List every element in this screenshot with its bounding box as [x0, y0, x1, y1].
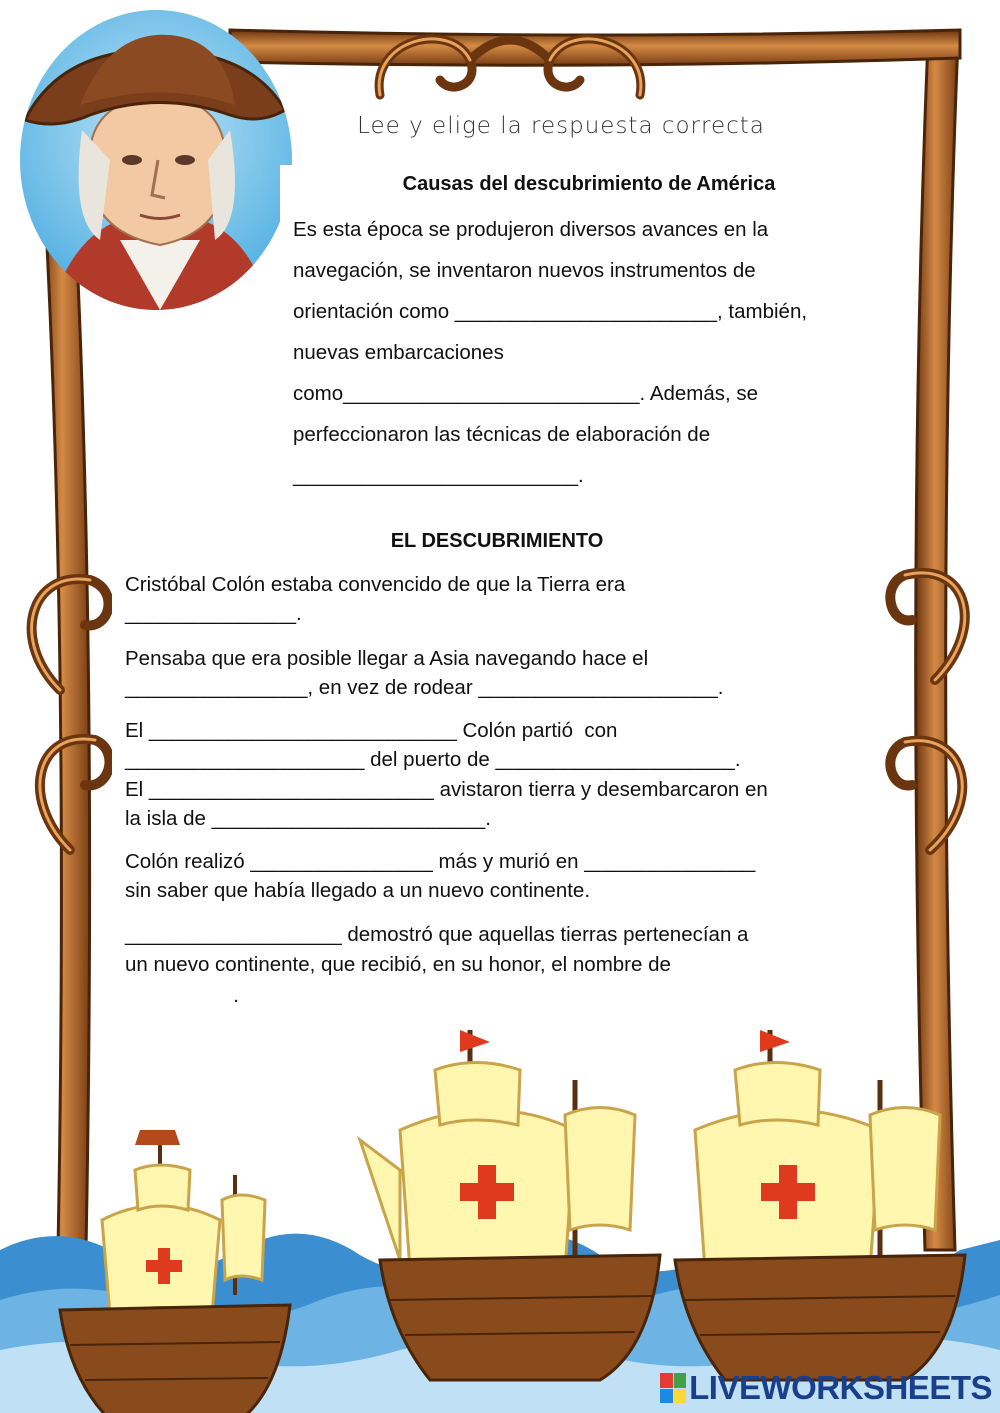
discovery-line-11: ___________________ demostró que aquellas tierras pertenecían a — [125, 923, 749, 946]
instruction-text: Lee y elige la respuesta correcta — [357, 113, 765, 139]
portrait-illustration — [20, 10, 292, 310]
discovery-line-1: Cristóbal Colón estaba convencido de que la Tierra era — [125, 573, 626, 596]
causes-line-1: Es esta época se produjeron diversos avances en la — [293, 218, 769, 241]
liveworksheets-watermark — [660, 1369, 992, 1407]
causes-line-4: nuevas embarcaciones — [293, 341, 504, 364]
causes-line-6: perfeccionaron las técnicas de elaboración de — [293, 423, 711, 446]
watermark-text: LIVEWORKSHEETS — [689, 1369, 992, 1406]
instruction-banner — [322, 100, 800, 152]
discovery-line-8: la isla de ________________________. — [125, 807, 491, 830]
discovery-panel — [112, 520, 882, 1010]
causes-line-2: navegación, se inventaron nuevos instrumentos de — [293, 259, 756, 282]
liveworksheets-logo-icon — [660, 1373, 686, 1403]
columbus-portrait — [20, 10, 292, 310]
discovery-line-2: _______________. — [125, 602, 302, 625]
discovery-line-12: un nuevo continente, que recibió, en su honor, el nombre de — [125, 953, 671, 976]
causes-panel — [280, 165, 898, 497]
causes-title: Causas del descubrimiento de América — [402, 173, 776, 195]
ship-center — [360, 1030, 660, 1380]
discovery-line-3: Pensaba que era posible llegar a Asia navegando hace el — [125, 647, 649, 670]
discovery-line-6: _____________________ del puerto de _____________________. — [125, 748, 741, 771]
causes-line-5: como__________________________. Además, se — [293, 382, 759, 405]
discovery-line-13: . — [125, 984, 239, 1007]
discovery-title: EL DESCUBRIMIENTO — [390, 530, 604, 552]
discovery-line-4: ________________, en vez de rodear _____________________. — [125, 676, 724, 699]
causes-line-7: _________________________. — [293, 464, 584, 487]
discovery-line-10: sin saber que había llegado a un nuevo continente. — [125, 879, 591, 902]
discovery-line-5: El ___________________________ Colón partió con — [125, 719, 618, 742]
causes-line-3: orientación como _______________________, también, — [293, 300, 808, 323]
discovery-line-7: El _________________________ avistaron tierra y desembarcaron en — [125, 778, 768, 801]
discovery-line-9: Colón realizó ________________ más y murió en _______________ — [125, 850, 756, 873]
frame-right-post — [916, 40, 958, 1250]
frame-left-post — [40, 120, 90, 1250]
